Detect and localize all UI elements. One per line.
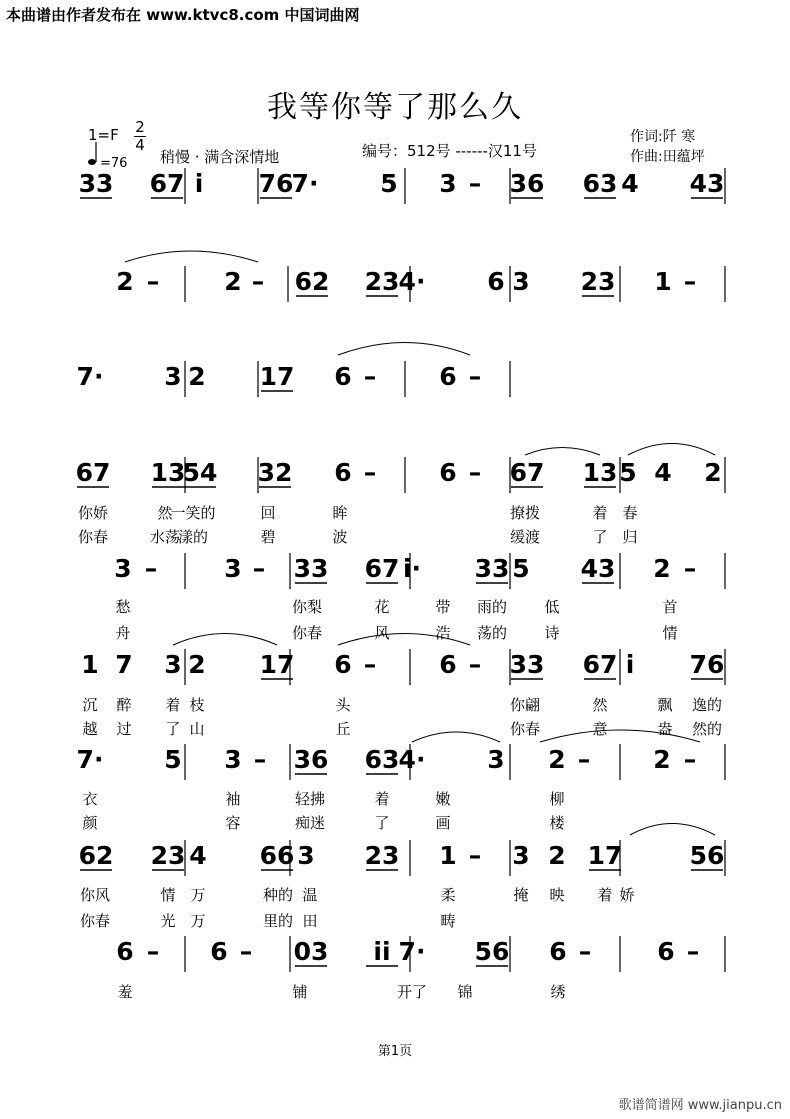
lyric-row4-2-2: 漾的 [177,528,209,546]
lyric-row4-1-0: 你娇 [77,504,109,522]
note-row6-0: 1 [81,650,99,679]
note-row7-3: – [253,745,267,774]
note-row5-1: – [144,554,158,583]
site-header-text: 本曲谱由作者发布在 www.ktvc8.com 中国词曲网 [6,6,360,24]
note-row6-1: 7 [115,650,133,679]
note-row6-7: 6 [439,650,457,679]
lyric-row5-1-6: 首 [662,598,678,616]
note-row2-0: 2 [116,267,134,296]
lyric-row8-2-5: 畴 [440,912,456,930]
composer-credit: 作曲:田蕴坪 [630,149,705,165]
note-row9-6: 7· [398,937,426,966]
note-row4-3: 32 [257,458,293,487]
note-row8-6: 1 [439,841,457,870]
note-row7-0: 7· [76,745,104,774]
score-row8 [79,840,725,930]
lyric-row8-2-0: 你春 [79,912,111,930]
note-row5-9: 43 [580,554,616,583]
note-row9-9: – [578,937,592,966]
note-row7-6: 4· [398,745,426,774]
lyric-row6-1-2: 着 [165,696,181,714]
score-row6 [81,649,725,738]
note-row6-8: – [468,650,482,679]
note-row9-3: – [239,937,253,966]
note-row6-6: – [363,650,377,679]
lyric-row6-2-6: 意 [592,720,608,738]
lyric-row6-1-6: 然 [592,696,608,714]
note-row8-0: 62 [78,841,114,870]
note-row1-1: 67 [149,169,185,198]
lyric-row7-1-0: 衣 [82,790,98,808]
lyric-row6-1-8: 逸的 [691,696,723,714]
note-row9-10: 6 [657,937,675,966]
note-row8-10: 17 [587,841,623,870]
note-row5-11: – [683,554,697,583]
score-row3 [77,361,510,397]
note-row9-1: – [146,937,160,966]
slur-mark [173,634,277,646]
note-row5-3: – [252,554,266,583]
score-row1 [79,168,725,204]
note-row6-2: 3 [164,650,182,679]
slur-mark [338,343,470,356]
note-row5-8: 5 [512,554,530,583]
lyric-row8-2-4: 田 [302,912,318,930]
note-row7-1: 5 [164,745,182,774]
lyric-row7-2-0: 颜 [82,814,98,832]
note-row2-5: 23 [364,267,400,296]
lyric-row6-2-1: 过 [116,720,132,738]
score-row5 [114,553,725,642]
lyric-row8-1-0: 你风 [79,886,111,904]
lyric-row8-2-3: 里的 [262,912,294,930]
note-row2-10: 1 [654,267,672,296]
song-number: 编号：512号 ------汉11号 [362,142,537,160]
lyric-row7-1-2: 轻拂 [294,790,326,808]
note-row4-2: 54 [182,458,218,487]
note-row9-11: – [686,937,700,966]
lyric-row6-1-4: 头 [335,696,351,714]
lyric-row6-1-0: 沉 [82,696,98,714]
lyric-row6-2-8: 然的 [691,720,723,738]
lyric-row5-2-3: 浩 [435,624,451,642]
note-row4-1: 13 [150,458,186,487]
lyric-row7-2-1: 容 [225,814,241,832]
lyric-row7-2-2: 痴迷 [294,814,326,832]
note-row2-6: 4· [398,267,426,296]
lyric-row8-1-6: 掩 [513,886,529,904]
slur-mark [628,444,715,456]
note-row7-7: 3 [487,745,505,774]
note-row2-8: 3 [512,267,530,296]
lyric-row5-1-5: 低 [544,598,560,616]
slur-mark [525,448,600,456]
note-row9-2: 6 [210,937,228,966]
lyric-row4-1-4: 眸 [332,504,348,522]
score-row7 [77,744,725,832]
lyric-row9-1-3: 锦 [457,983,473,1001]
watermark: 歌谱简谱网 www.jianpu.cn [618,1098,782,1113]
note-row5-4: 33 [293,554,329,583]
page-number: 第1页 [377,1044,413,1059]
note-row3-0: 7· [76,362,104,391]
lyric-row6-1-5: 你翩 [509,696,541,714]
lyric-row9-1-0: 羞 [117,983,133,1001]
lyric-row4-1-5: 撩拨 [509,504,541,522]
lyric-row5-1-3: 带 [435,598,451,616]
lyric-row5-2-6: 情 [662,624,678,642]
note-row5-0: 3 [114,554,132,583]
lyric-row4-1-3: 回 [260,504,276,522]
time-signature-top: 2 [135,118,145,136]
lyric-row8-1-5: 柔 [440,886,456,904]
lyric-row4-2-0: 你春 [77,528,109,546]
lyric-row6-1-3: 枝 [189,696,205,714]
lyric-row8-1-1: 情 [160,886,176,904]
note-row8-11: 56 [689,841,725,870]
lyric-row4-2-6: 了 [592,528,608,546]
note-row5-6: i· [402,554,422,583]
note-row1-6: 3 [439,169,457,198]
note-row1-9: 63 [582,169,618,198]
note-row1-5: 5 [380,169,398,198]
note-row6-3: 2 [188,650,206,679]
lyric-row5-2-4: 荡的 [476,624,508,642]
lyric-row7-1-4: 嫩 [435,790,451,808]
lyric-row5-1-2: 花 [374,598,390,616]
song-title: 我等你等了那么久 [267,90,523,125]
note-row6-5: 6 [334,650,352,679]
note-row4-7: – [468,458,482,487]
note-row3-7: – [468,362,482,391]
lyric-row8-1-3: 种的 [262,886,294,904]
note-row7-8: 2 [548,745,566,774]
lyric-row6-2-7: 盎 [657,720,673,738]
tempo-marking: =76 [100,156,128,171]
note-row3-1: 3 [164,362,182,391]
note-row5-10: 2 [653,554,671,583]
note-row1-10: 4 [621,169,639,198]
lyric-row5-2-0: 舟 [115,624,131,642]
note-row1-2: i [194,169,204,198]
note-row2-4: 62 [294,267,330,296]
lyric-row4-2-3: 碧 [260,528,276,546]
note-row8-4: 3 [297,841,315,870]
key-signature: 1=F [88,126,119,144]
lyric-row4-2-4: 波 [332,528,348,546]
note-row4-9: 13 [582,458,618,487]
slur-mark [125,251,258,262]
lyric-row5-2-5: 诗 [544,624,560,642]
lyric-row6-1-7: 飘 [657,696,673,714]
note-row7-4: 36 [293,745,329,774]
note-row1-0: 33 [78,169,114,198]
note-row4-12: 2 [704,458,722,487]
lyric-row6-2-4: 丘 [335,720,351,738]
note-row8-1: 23 [150,841,186,870]
score-row2 [116,266,725,302]
lyric-row6-1-1: 醉 [116,696,132,714]
lyric-row8-2-2: 万 [190,912,206,930]
slur-mark [630,824,715,836]
lyric-row4-2-1: 水荡 [149,528,181,546]
note-row3-6: 6 [439,362,457,391]
lyric-row8-1-4: 温 [302,886,318,904]
note-row9-0: 6 [116,937,134,966]
lyric-row7-1-5: 柳 [549,790,565,808]
note-row2-11: – [683,267,697,296]
lyric-row6-2-2: 了 [165,720,181,738]
lyric-row8-1-9: 娇 [619,886,635,904]
note-row8-2: 4 [189,841,207,870]
note-row7-9: – [577,745,591,774]
note-row9-8: 6 [549,937,567,966]
lyric-row7-2-3: 了 [374,814,390,832]
lyric-row4-1-2: 一笑的 [170,504,216,522]
slur-mark [412,732,500,742]
lyric-row8-1-2: 万 [190,886,206,904]
lyric-row6-2-3: 山 [189,720,205,738]
note-row9-7: 56 [474,937,510,966]
lyric-row7-1-1: 袖 [225,790,241,808]
note-row8-8: 3 [512,841,530,870]
score-row4 [76,457,725,546]
note-row9-5: ii [373,937,391,966]
lyric-row5-1-4: 雨的 [476,598,508,616]
note-row8-5: 23 [364,841,400,870]
lyric-row9-1-2: 开了 [396,983,428,1001]
time-signature-bottom: 4 [135,136,145,154]
lyric-row4-1-7: 春 [622,504,638,522]
note-row5-2: 3 [224,554,242,583]
lyric-row6-2-0: 越 [82,720,98,738]
note-row7-11: – [683,745,697,774]
note-row4-5: – [363,458,377,487]
lyric-row9-1-4: 绣 [550,983,566,1001]
lyric-row4-1-1: 然 [157,504,173,522]
lyric-row7-2-4: 画 [435,814,451,832]
note-row3-5: – [363,362,377,391]
lyric-row7-2-5: 楼 [549,814,565,832]
note-row4-0: 67 [75,458,111,487]
note-row4-6: 6 [439,458,457,487]
note-row3-2: 2 [188,362,206,391]
note-row2-7: 6 [487,267,505,296]
note-row7-5: 63 [364,745,400,774]
lyric-row8-1-7: 映 [549,886,565,904]
note-row5-7: 33 [474,554,510,583]
lyric-row5-2-1: 你春 [291,624,323,642]
note-row3-3: 17 [259,362,295,391]
score-row9 [116,936,725,1001]
lyric-row6-2-5: 你春 [509,720,541,738]
note-row3-4: 6 [334,362,352,391]
note-row7-10: 2 [653,745,671,774]
note-row2-1: – [146,267,160,296]
note-row6-4: 17 [259,650,295,679]
performance-style: 稍慢 · 满含深情地 [160,148,280,166]
note-row6-11: i [625,650,635,679]
note-row9-4: 03 [293,937,329,966]
lyric-row5-1-0: 愁 [115,598,131,616]
lyricist-credit: 作词:阡 寒 [630,129,696,145]
note-row4-10: 5 [619,458,637,487]
note-row8-7: – [468,841,482,870]
lyric-row8-1-8: 着 [597,886,613,904]
lyric-row4-2-5: 缓渡 [509,528,541,546]
note-row2-3: – [251,267,265,296]
note-row6-9: 33 [509,650,545,679]
lyric-row7-1-3: 着 [374,790,390,808]
slur-mark [540,730,700,742]
note-row8-3: 66 [259,841,295,870]
note-row5-5: 67 [364,554,400,583]
note-row2-9: 23 [580,267,616,296]
lyric-row5-1-1: 你梨 [291,598,323,616]
lyric-row4-2-7: 归 [622,528,638,546]
note-row4-8: 67 [509,458,545,487]
lyric-row4-1-6: 着 [592,504,608,522]
note-row1-8: 36 [509,169,545,198]
note-row1-3: 76 [258,169,294,198]
lyric-row8-2-1: 光 [160,912,176,930]
note-row7-2: 3 [224,745,242,774]
note-row8-9: 2 [548,841,566,870]
lyric-row5-2-2: 风 [374,624,390,642]
note-row4-11: 4 [654,458,672,487]
lyric-row9-1-1: 铺 [292,983,308,1001]
note-row2-2: 2 [224,267,242,296]
note-row6-12: 76 [689,650,725,679]
note-row6-10: 67 [582,650,618,679]
note-row1-4: 7· [291,169,319,198]
note-row4-4: 6 [334,458,352,487]
note-row1-7: – [468,169,482,198]
note-row1-11: 43 [689,169,725,198]
